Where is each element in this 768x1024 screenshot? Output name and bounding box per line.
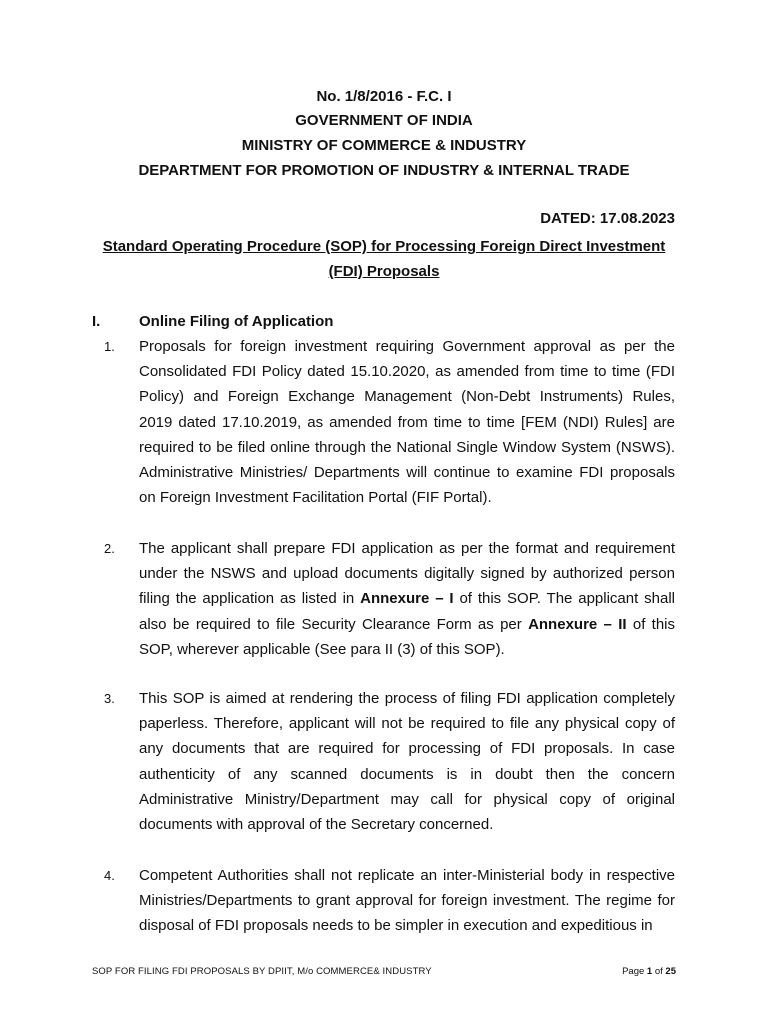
government-heading: GOVERNMENT OF INDIA: [295, 112, 473, 129]
annexure-1-reference: Annexure – I: [360, 590, 454, 608]
page-label: Page: [622, 966, 647, 977]
item-number: 2.: [104, 541, 115, 556]
item-number: 1.: [104, 339, 115, 354]
total-pages: 25: [665, 966, 676, 977]
paragraph-4: Competent Authorities shall not replicate an inter-Ministerial body in respective Ministries/Departments to grant approval for foreign investment. The regime for disposal of FDI proposals needs to be simpler in execution and expeditious in: [139, 867, 675, 935]
department-heading: DEPARTMENT FOR PROMOTION OF INDUSTRY & INTERNAL TRADE: [138, 162, 630, 179]
page-number: [622, 966, 676, 978]
of-label: of: [652, 966, 666, 977]
file-number: No. 1/8/2016 - F.C. I: [316, 88, 452, 105]
section-number: I.: [92, 313, 101, 330]
paragraph-2: [139, 536, 675, 662]
paragraph-2-text-c: of this SOP, wherever applicable (See para II (3) of this SOP).: [139, 615, 676, 658]
document-title-line-2: (FDI) Proposals: [328, 263, 440, 280]
annexure-2-reference: Annexure – II: [528, 615, 627, 633]
document-title-line-1: Standard Operating Procedure (SOP) for Processing Foreign Direct Investment: [102, 238, 666, 255]
date-line: DATED: 17.08.2023: [540, 210, 675, 227]
paragraph-2-text-a: The applicant shall prepare FDI application as per the format and requirement under the NSWS and upload documents digitally signed by authorized person filing the application as listed in: [139, 540, 675, 608]
section-heading: Online Filing of Application: [139, 313, 334, 330]
paragraph-3: This SOP is aimed at rendering the process of filing FDI application completely paperless. Therefore, applicant will not be required to file any physical copy of any documents that are required for processing of FDI proposals. In case authenticity of any scanned documents is in doubt then the concern Administrative Ministry/Department may call for physical copy of original documents with approval of the Secretary concerned.: [139, 690, 675, 834]
ministry-heading: MINISTRY OF COMMERCE & INDUSTRY: [241, 137, 527, 154]
paragraph-1: Proposals for foreign investment requiring Government approval as per the Consolidated FDI Policy dated 15.10.2020, as amended from time to time (FDI Policy) and Foreign Exchange Management (Non-Debt Instruments) Rules, 2019 dated 17.10.2019, as amended from time to time [FEM (NDI) Rules] are required to be filed online through the National Single Window System (NSWS). Administrative Ministries/ Departments will continue to examine FDI proposals on Foreign Investment Facilitation Portal (FIF Portal).: [139, 338, 675, 507]
item-number: 4.: [104, 868, 115, 883]
current-page: 1: [646, 966, 653, 977]
paragraph-2-text-b: of this SOP. The applicant shall also be required to file Security Clearance Form as per: [139, 590, 675, 633]
footer-title: SOP FOR FILING FDI PROPOSALS BY DPIIT, M/o COMMERCE& INDUSTRY: [92, 966, 432, 977]
item-number: 3.: [104, 691, 115, 706]
